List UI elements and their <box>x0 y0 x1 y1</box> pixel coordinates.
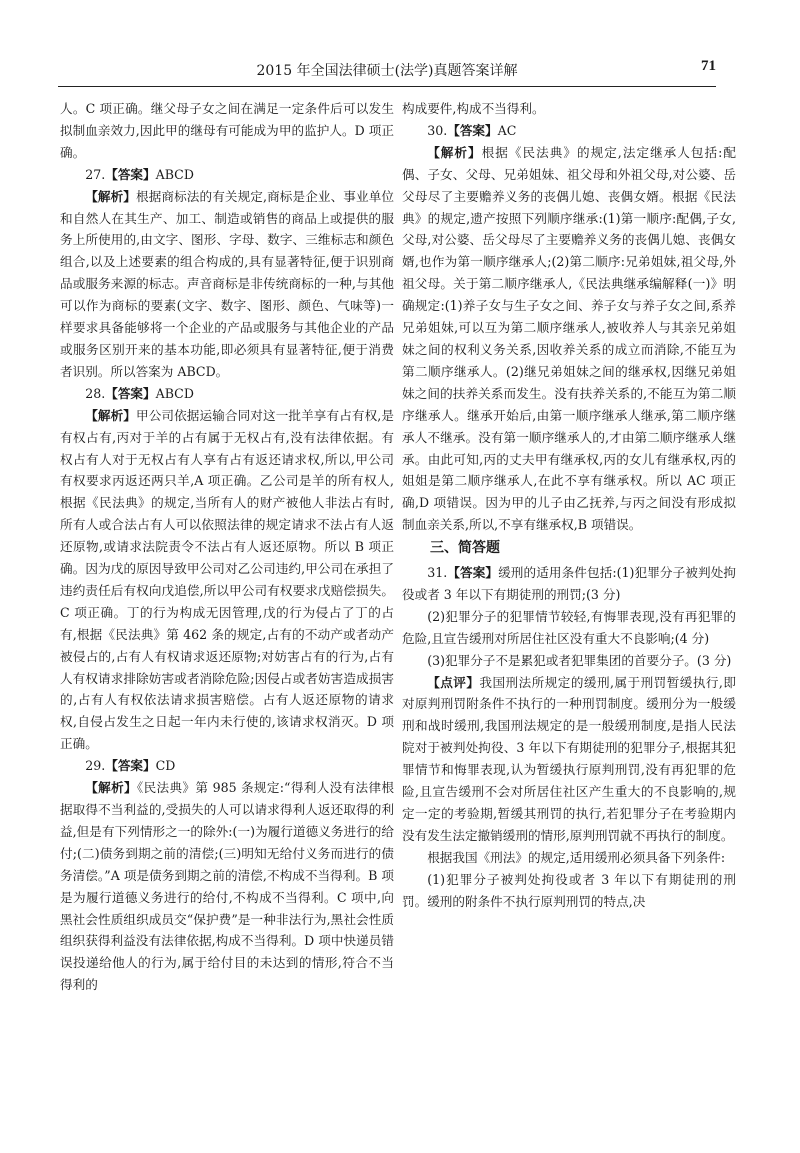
answer-value: ABCD <box>155 166 194 182</box>
left-column <box>60 98 394 996</box>
paragraph: (2)犯罪分子的犯罪情节较轻,有悔罪表现,没有再犯罪的危险,且宣告缓刑对所居住社区没有重大不良影响;(4 分) <box>402 608 736 646</box>
analysis-text: 根据《民法典》的规定,法定继承人包括:配偶、子女、父母、兄弟姐妹、祖父母和外祖父母,对公婆、岳父母尽了主要赡养义务的丧偶儿媳、丧偶女婿。根据《民法典》的规定,遗产按照下列顺序继承:(1)第一顺序:配偶,子女,父母,对公婆、岳父母尽了主要赡养义务的丧偶儿媳、丧偶女婿,也作为第一顺序继承人;(2)第二顺序:兄弟姐妹,祖父母,外祖父母。关于第二顺序继承人,《民法典继承编解释(一)》明确规定:(1)养子女与生子女之间、养子女与养子女之间,系养兄弟姐妹,可以互为第二顺序继承人,被收养人与其亲兄弟姐妹之间的权利义务关系,因收养关系的成立而消除,不能互为第二顺序继承人。(2)继兄弟姐妹之间的继承权,因继兄弟姐妹之间的扶养关系而发生。没有扶养关系的,不能互为第二顺序继承人。继承开始后,由第一顺序继承人继承,第二顺序继承人不继承。没有第一顺序继承人的,才由第二顺序继承人继承。由此可知,丙的丈夫甲有继承权,丙的女儿有继承权,丙的姐姐是第二顺序继承人,在此不享有继承权。所以 AC 项正确,D 项错误。因为甲的儿子由乙抚养,与丙之间没有形成拟制血亲关系,所以,不享有继承权,B 项错误。 <box>402 144 737 533</box>
answer-27 <box>60 164 394 186</box>
answer-label: 【答案】 <box>105 758 156 774</box>
right-column <box>402 98 736 913</box>
answer-29 <box>60 755 394 777</box>
paragraph: (3)犯罪分子不是累犯或者犯罪集团的首要分子。(3 分) <box>427 652 732 668</box>
page-number: 71 <box>701 58 716 74</box>
analysis-text: 根据商标法的有关规定,商标是企业、事业单位和自然人在其生产、加工、制造或销售的商品上或提供的服务上所使用的,由文字、图形、字母、数字、三维标志和颜色组合,以及上述要素的组合构成的,具有显著特征,便于识别商品或服务来源的标志。声音商标是非传统商标的一种,与其他可以作为商标的要素(文字、数字、图形、颜色、气味等)一样要求具备能够将一个企业的产品或服务与其他企业的产品或服务区别开来的基本功能,即必须具有显著特征,便于消费者识别。所以答案为 ABCD。 <box>60 188 395 379</box>
analysis-30 <box>402 142 736 536</box>
answer-label: 【答案】 <box>447 122 498 138</box>
answer-text: 缓刑的适用条件包括:(1)犯罪分子被判处拘役或者 3 年以下有期徒刑的刑罚;(3 分) <box>402 565 736 602</box>
question-number: 30. <box>427 122 448 138</box>
answer-28 <box>60 383 394 405</box>
running-header <box>58 52 716 87</box>
answer-value: AC <box>497 122 517 138</box>
analysis-text: 《民法典》第 985 条规定:“得利人没有法律根据取得不当利益的,受损失的人可以请求得利人返还取得的利益,但是有下列情形之一的除外:(一)为履行道德义务进行的给付;(二)债务到期之前的清偿;(三)明知无给付义务而进行的债务清偿。”A 项是债务到期之前的清偿,不构成不当得利。B 项是为履行道德义务进行的给付,不构成不当得利。C 项中,向黑社会性质组织成员交“保护费”是一种非法行为,黑社会性质组织获得利益没有法律依据,构成不当得利。D 项中快递员错误投递给他人的行为,属于给付目的未达到的情形,符合不当得利的 <box>60 780 394 993</box>
comment-text: 我国刑法所规定的缓刑,属于刑罚暂缓执行,即对原判刑罚附条件不执行的一种刑罚制度。缓刑分为一般缓刑和战时缓刑,我国刑法规定的是一般缓刑制度,是指人民法院对于被判处拘役、3 年以下有期徒刑的犯罪分子,根据其犯罪情节和悔罪表现,认为暂缓执行原判刑罚,没有再犯罪的危险,且宣告缓刑不会对所居住社区产生重大的不良影响的,规定一定的考验期,暂缓其刑罚的执行,若犯罪分子在考验期内没有发生法定撤销缓刑的情形,原判刑罚就不再执行的制度。 <box>402 674 736 843</box>
answer-label: 【答案】 <box>105 385 156 401</box>
section-heading: 三、简答题 <box>430 540 500 557</box>
analysis-29 <box>60 777 394 996</box>
analysis-label: 【解析】 <box>85 188 136 204</box>
analysis-label: 【解析】 <box>85 780 137 796</box>
analysis-28 <box>60 405 394 756</box>
analysis-label: 【解析】 <box>85 407 136 423</box>
paragraph: 人。C 项正确。继父母子女之间在满足一定条件后可以发生拟制血亲效力,因此甲的继母有可能成为甲的监护人。D 项正确。 <box>60 101 394 160</box>
answer-30 <box>402 120 736 142</box>
question-number: 28. <box>85 385 106 401</box>
comment <box>402 672 736 847</box>
answer-value: CD <box>155 758 176 774</box>
question-number: 31. <box>427 565 448 581</box>
paragraph: 根据我国《刑法》的规定,适用缓刑必须具备下列条件: <box>427 849 726 865</box>
answer-31 <box>402 562 736 606</box>
analysis-27 <box>60 186 394 383</box>
answer-label: 【答案】 <box>447 565 499 581</box>
answer-value: ABCD <box>155 385 194 401</box>
comment-label: 【点评】 <box>427 674 480 690</box>
analysis-text: 甲公司依据运输合同对这一批羊享有占有权,是有权占有,丙对于羊的占有属于无权占有,没有法律依据。有权占有人对于无权占有人享有占有返还请求权,所以,甲公司有权要求丙返还两只羊,A 项正确。乙公司是羊的所有权人,根据《民法典》的规定,当所有人的财产被他人非法占有时,所有人或合法占有人可以依照法律的规定请求不法占有人返还原物,或请求法院责令不法占有人返还原物。所以 B 项正确。因为戊的原因导致甲公司对乙公司违约,甲公司在承担了违约责任后有权向戊追偿,所以甲公司有权要求戊赔偿损失。C 项正确。丁的行为构成无因管理,戊的行为侵占了丁的占有,根据《民法典》第 462 条的规定,占有的不动产或者动产被侵占的,占有人有权请求返还原物;对妨害占有的行为,占有人有权请求排除妨害或者消除危险;因侵占或者妨害造成损害的,占有人有权依法请求损害赔偿。占有人返还原物的请求权,自侵占发生之日起一年内未行使的,该请求权消灭。D 项正确。 <box>60 407 395 752</box>
paragraph: 构成要件,构成不当得利。 <box>402 101 545 116</box>
question-number: 29. <box>85 758 106 774</box>
answer-label: 【答案】 <box>105 166 156 182</box>
question-number: 27. <box>85 166 106 182</box>
header-title: 2015 年全国法律硕士(法学)真题答案详解 <box>256 63 518 79</box>
paragraph: (1)犯罪分子被判处拘役或者 3 年以下有期徒刑的刑罚。缓刑的附条件不执行原判刑罚的特点,决 <box>402 871 736 909</box>
analysis-label: 【解析】 <box>427 144 482 160</box>
